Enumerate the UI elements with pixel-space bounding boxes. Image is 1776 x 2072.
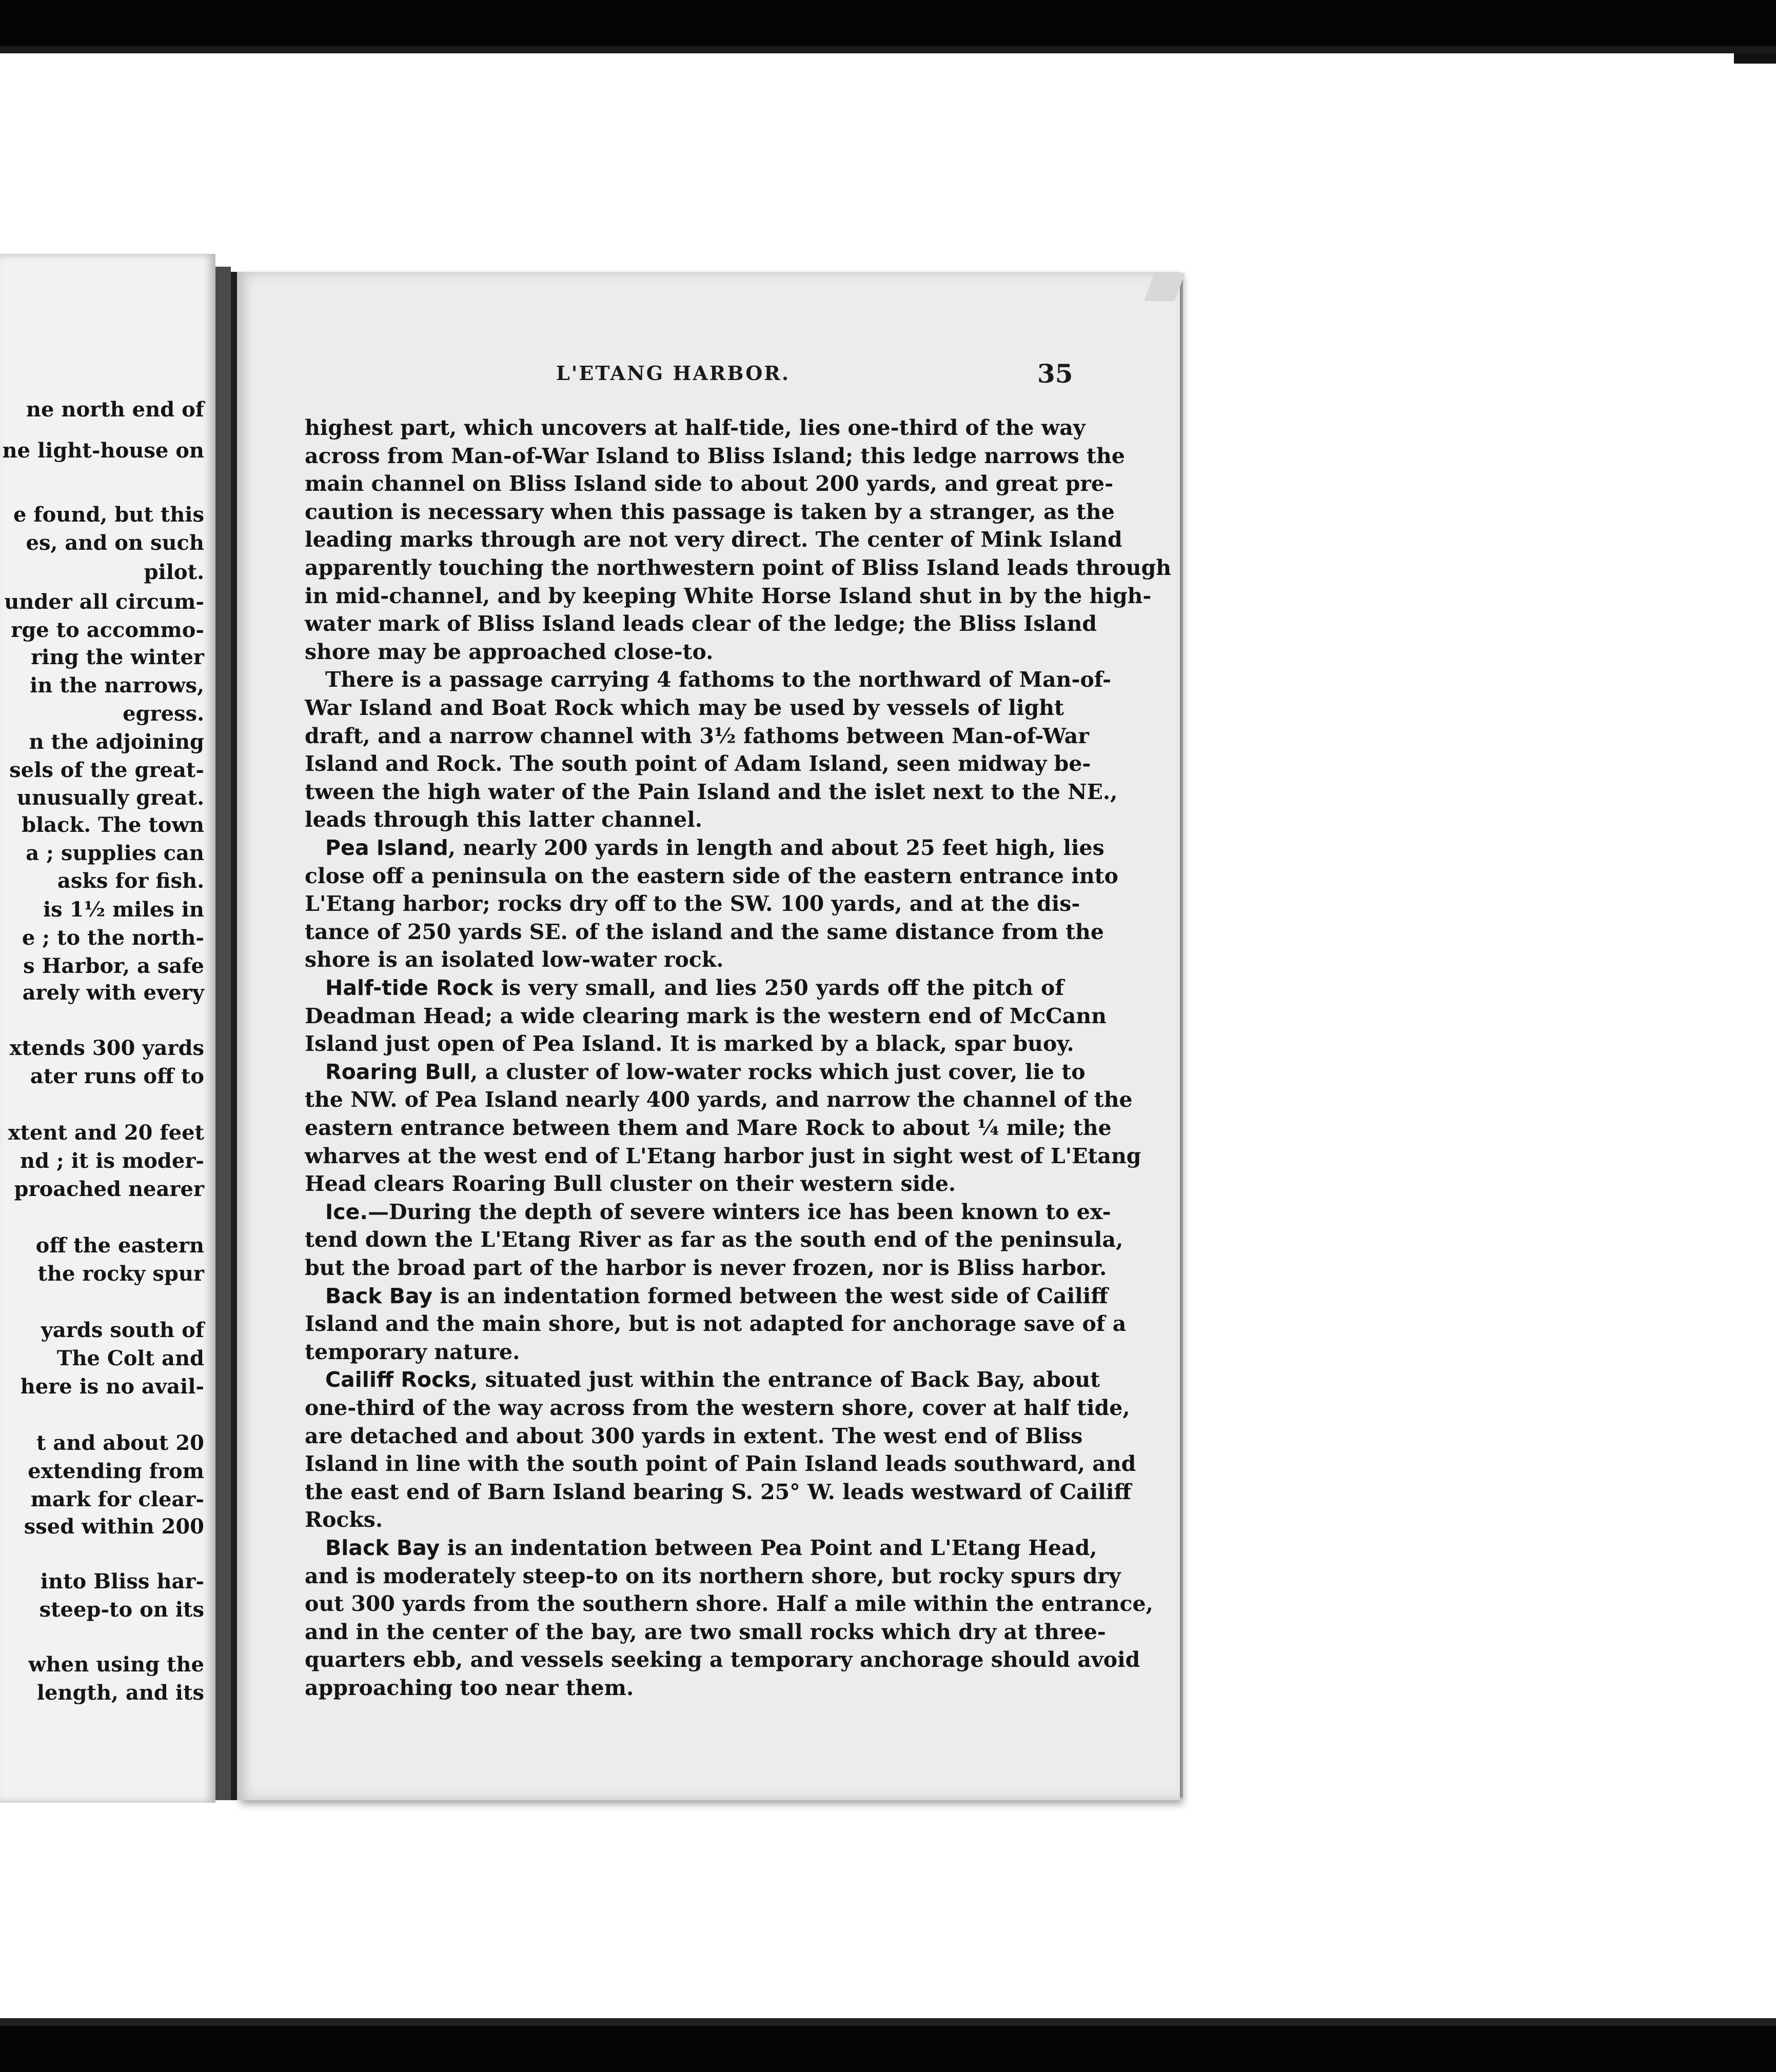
text-line (305, 1536, 1097, 1560)
text-line (305, 1564, 1121, 1588)
line-text: the NW. of Pea Island nearly 400 yards, and narrow the channel of the (305, 1087, 1133, 1112)
left-page-line: xtent and 20 feet (8, 1121, 204, 1145)
text-line (305, 1031, 1074, 1056)
line-text: leads through this latter channel. (305, 807, 703, 832)
line-text: Island just open of Pea Island. It is marked by a black, spar buoy. (305, 1031, 1074, 1056)
line-text: Island and Rock. The south point of Adam Island, seen midway be- (305, 751, 1091, 776)
left-page-line: t and about 20 (36, 1431, 204, 1455)
text-line (305, 1115, 1112, 1140)
text-line (305, 864, 1118, 888)
text-line (305, 891, 1080, 916)
film-border-top (0, 0, 1776, 46)
text-line (305, 640, 1064, 664)
left-page-line: when using the (28, 1652, 204, 1677)
left-page-line: ne north end of (26, 397, 204, 422)
line-text: , a cluster of low-water rocks which just cover, lie to (470, 1060, 1086, 1084)
paragraph-heading: Cailiff Rocks (325, 1367, 471, 1392)
line-text: one-third of the way across from the western shore, cover at half tide, (305, 1396, 1130, 1420)
text-line (305, 1620, 1106, 1644)
line-text: eastern entrance between them and Mare Rock to about ¼ mile; the (305, 1115, 1112, 1140)
left-page-line: pilot. (144, 560, 204, 584)
text-line (305, 1060, 1086, 1084)
left-page-line: egress. (123, 702, 204, 726)
line-text: , situated just within the entrance of Back Bay, about (470, 1367, 1100, 1392)
line-text: apparently touching the northwestern point of Bliss Island leads through (305, 555, 1172, 580)
right-page (237, 272, 1180, 1800)
left-page-line: asks for fish. (57, 869, 204, 893)
text-line (305, 1367, 1100, 1392)
line-text: water mark of Bliss Island leads clear of the ledge; the Bliss Island (305, 611, 1097, 636)
text-line (305, 1087, 1133, 1112)
text-line (305, 527, 1122, 552)
left-page-line: rge to accommo- (11, 618, 204, 642)
text-line (305, 1171, 1064, 1196)
body-text (237, 272, 1180, 1800)
line-text: and is moderately steep-to on its northern shore, but rocky spurs dry (305, 1564, 1121, 1588)
line-text: tance of 250 yards SE. of the island and the same distance from the (305, 920, 1104, 944)
left-page-line: unusually great. (16, 786, 204, 810)
left-page-line: arely with every (22, 981, 204, 1005)
paragraph-heading: Back Bay (325, 1284, 433, 1308)
line-text: shore may be approached close-to. (305, 640, 714, 664)
line-text: wharves at the west end of L'Etang harbor just in sight west of L'Etang (305, 1144, 1141, 1168)
text-line (305, 695, 1064, 720)
left-page-line: xtends 300 yards (9, 1036, 204, 1060)
left-page-line: The Colt and (56, 1346, 204, 1370)
text-line (305, 471, 1114, 496)
line-text: caution is necessary when this passage is taken by a stranger, as the (305, 500, 1115, 524)
film-border-step (1734, 53, 1776, 64)
left-page-line: es, and on such (26, 531, 204, 555)
line-text: is very small, and lies 250 yards off the pitch of (493, 975, 1064, 1000)
left-page-line: yards south of (41, 1318, 204, 1342)
text-line (305, 1311, 1127, 1336)
line-text: War Island and Boat Rock which may be used by vessels of light (305, 695, 1064, 720)
text-line (305, 1396, 1130, 1420)
text-line (305, 1676, 1064, 1700)
text-line (305, 975, 1064, 1000)
left-page-line: ring the winter (31, 645, 204, 669)
text-line (305, 611, 1097, 636)
left-page-line: in the narrows, (30, 673, 204, 698)
left-page-line: extending from (28, 1459, 204, 1483)
left-page-line: mark for clear- (30, 1487, 204, 1511)
line-text: quarters ebb, and vessels seeking a temporary anchorage should avoid (305, 1647, 1140, 1672)
text-line (305, 1227, 1123, 1252)
text-line (305, 1424, 1083, 1448)
line-text: There is a passage carrying 4 fathoms to the northward of Man-of- (325, 667, 1111, 692)
left-page-line: sels of the great- (9, 758, 204, 782)
left-page-line: e ; to the north- (22, 926, 204, 950)
line-text: Deadman Head; a wide clearing mark is the western end of McCann (305, 1004, 1107, 1028)
left-page-line: here is no avail- (20, 1374, 204, 1399)
left-page-line: under all circum- (4, 590, 204, 614)
text-line (305, 667, 1111, 692)
running-head-title: L'ETANG HARBOR. (556, 362, 791, 385)
text-line (305, 1340, 1064, 1364)
left-page-line: off the eastern (35, 1233, 204, 1258)
text-line (305, 1507, 1064, 1532)
text-line (305, 1200, 1111, 1224)
line-text: leading marks through are not very direct. The center of Mink Island (305, 527, 1122, 552)
text-line (305, 1144, 1141, 1168)
film-border-top-inner (0, 46, 1776, 53)
text-line (305, 584, 1152, 608)
text-line (305, 1004, 1107, 1028)
text-line (305, 500, 1115, 524)
left-page-line: s Harbor, a safe (23, 954, 204, 978)
film-border-bottom (0, 2026, 1776, 2072)
line-text: temporary nature. (305, 1340, 520, 1364)
text-line (305, 1284, 1108, 1308)
line-text: Head clears Roaring Bull cluster on their western side. (305, 1171, 956, 1196)
line-text: —During the depth of severe winters ice has been known to ex- (367, 1200, 1111, 1224)
text-line (305, 1256, 1107, 1280)
line-text: approaching too near them. (305, 1676, 634, 1700)
left-page-line: the rocky spur (37, 1262, 204, 1286)
line-text: L'Etang harbor; rocks dry off to the SW. 100 yards, and at the dis- (305, 891, 1080, 916)
left-page-line: n the adjoining (29, 730, 204, 754)
text-line (305, 555, 1172, 580)
line-text: main channel on Bliss Island side to about 200 yards, and great pre- (305, 471, 1114, 496)
left-page-line: nd ; it is moder- (19, 1149, 204, 1173)
left-page-line: e found, but this (13, 503, 204, 527)
film-border-bottom-inner (0, 2018, 1776, 2026)
text-line (305, 751, 1091, 776)
paragraph-heading: Roaring Bull (325, 1060, 471, 1084)
text-line (305, 724, 1089, 748)
text-line (305, 1480, 1132, 1504)
left-page-line: length, and its (36, 1681, 204, 1705)
text-line (305, 444, 1125, 468)
line-text: draft, and a narrow channel with 3½ fathoms between Man-of-War (305, 724, 1089, 748)
text-line (305, 807, 1064, 832)
paragraph-heading: Black Bay (325, 1536, 440, 1560)
left-page-line: ssed within 200 (24, 1515, 204, 1539)
line-text: in mid-channel, and by keeping White Horse Island shut in by the high- (305, 584, 1152, 608)
line-text: and in the center of the bay, are two small rocks which dry at three- (305, 1620, 1106, 1644)
line-text: Island in line with the south point of Pain Island leads southward, and (305, 1451, 1136, 1476)
left-page-line: steep-to on its (39, 1598, 204, 1622)
line-text: across from Man-of-War Island to Bliss Island; this ledge narrows the (305, 444, 1125, 468)
line-text: Island and the main shore, but is not adapted for anchorage save of a (305, 1311, 1127, 1336)
left-page-line: black. The town (22, 813, 204, 837)
left-page-line: into Bliss har- (40, 1569, 204, 1593)
line-text: Rocks. (305, 1507, 383, 1532)
paragraph-heading: Ice. (325, 1200, 368, 1224)
line-text: are detached and about 300 yards in extent. The west end of Bliss (305, 1424, 1083, 1448)
line-text: highest part, which uncovers at half-tide, lies one-third of the way (305, 415, 1086, 440)
page-number: 35 (1037, 358, 1073, 389)
line-text: tween the high water of the Pain Island and the islet next to the NE., (305, 780, 1118, 804)
line-text: tend down the L'Etang River as far as the south end of the peninsula, (305, 1227, 1123, 1252)
line-text: close off a peninsula on the eastern side of the eastern entrance into (305, 864, 1118, 888)
text-line (305, 1591, 1153, 1616)
book-spine (215, 267, 231, 1800)
text-line (305, 947, 1064, 972)
text-line (305, 415, 1086, 440)
text-line (305, 780, 1118, 804)
text-line (305, 1451, 1136, 1476)
line-text: but the broad part of the harbor is never frozen, nor is Bliss harbor. (305, 1256, 1107, 1280)
left-page-line: ne light-house on (2, 439, 204, 463)
paragraph-heading: Pea Island (325, 835, 448, 860)
line-text: is an indentation between Pea Point and L'Etang Head, (440, 1536, 1097, 1560)
line-text: the east end of Barn Island bearing S. 25° W. leads westward of Cailiff (305, 1480, 1132, 1504)
left-page-line: is 1½ miles in (43, 898, 204, 922)
line-text: out 300 yards from the southern shore. Half a mile within the entrance, (305, 1591, 1153, 1616)
line-text: , nearly 200 yards in length and about 25 feet high, lies (448, 835, 1104, 860)
left-page-line: a ; supplies can (26, 841, 204, 865)
text-line (305, 920, 1104, 944)
line-text: shore is an isolated low-water rock. (305, 947, 724, 972)
left-page-line: ater runs off to (30, 1064, 204, 1088)
line-text: is an indentation formed between the west side of Cailiff (432, 1284, 1108, 1308)
text-line (305, 1647, 1140, 1672)
text-line (305, 835, 1104, 860)
left-page (0, 254, 215, 1803)
paragraph-heading: Half-tide Rock (325, 975, 494, 1000)
left-page-line: proached nearer (14, 1177, 204, 1201)
